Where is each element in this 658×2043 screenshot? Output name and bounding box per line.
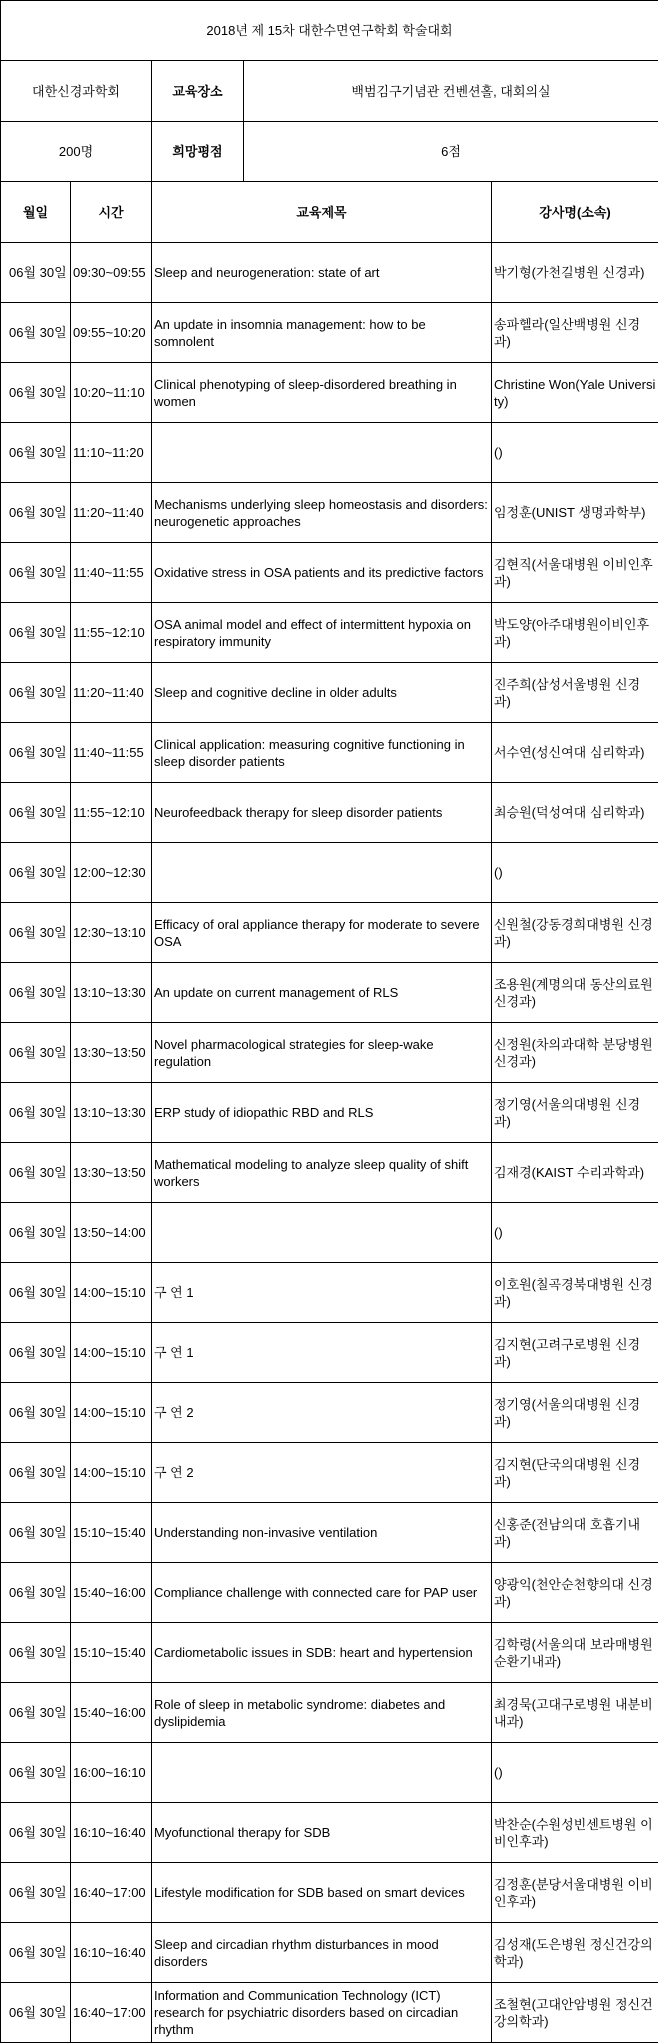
session-speaker: 최승원(덕성여대 심리학과) — [492, 783, 658, 843]
session-speaker: () — [492, 1203, 658, 1263]
venue: 백범김구기념관 컨벤션홀, 대회의실 — [244, 61, 658, 122]
session-date: 06월 30일 — [1, 603, 71, 663]
session-title: Compliance challenge with connected care for PAP user — [152, 1563, 492, 1623]
session-title: 구 연 1 — [152, 1323, 492, 1383]
session-title: Mechanisms underlying sleep homeostasis and disorders: neurogenetic approaches — [152, 483, 492, 543]
col-header-speaker: 강사명(소속) — [492, 182, 658, 243]
session-time: 10:20~11:10 — [71, 363, 152, 423]
capacity-row — [1, 122, 658, 182]
session-row — [1, 783, 658, 843]
session-time: 16:10~16:40 — [71, 1923, 152, 1983]
session-title: 구 연 1 — [152, 1263, 492, 1323]
session-speaker: 신정원(차의과대학 분당병원 신경과) — [492, 1023, 658, 1083]
session-date: 06월 30일 — [1, 243, 71, 303]
session-date: 06월 30일 — [1, 1743, 71, 1803]
session-date: 06월 30일 — [1, 303, 71, 363]
session-row — [1, 1203, 658, 1263]
session-title: ERP study of idiopathic RBD and RLS — [152, 1083, 492, 1143]
session-speaker: () — [492, 1743, 658, 1803]
session-time: 11:55~12:10 — [71, 783, 152, 843]
session-speaker: 박찬순(수원성빈센트병원 이비인후과) — [492, 1803, 658, 1863]
session-speaker: 김성재(도은병원 정신건강의학과) — [492, 1923, 658, 1983]
session-time: 15:10~15:40 — [71, 1503, 152, 1563]
session-row — [1, 903, 658, 963]
session-date: 06월 30일 — [1, 483, 71, 543]
session-speaker: 박기형(가천길병원 신경과) — [492, 243, 658, 303]
session-time: 09:30~09:55 — [71, 243, 152, 303]
session-date: 06월 30일 — [1, 963, 71, 1023]
session-title: Lifestyle modification for SDB based on smart devices — [152, 1863, 492, 1923]
venue-label: 교육장소 — [152, 61, 244, 122]
session-time: 13:30~13:50 — [71, 1143, 152, 1203]
session-time: 13:10~13:30 — [71, 1083, 152, 1143]
col-header-date: 월일 — [1, 182, 71, 243]
session-row — [1, 423, 658, 483]
session-date: 06월 30일 — [1, 1683, 71, 1743]
session-time: 15:40~16:00 — [71, 1683, 152, 1743]
session-row — [1, 663, 658, 723]
session-row — [1, 1323, 658, 1383]
session-speaker: 서수연(성신여대 심리학과) — [492, 723, 658, 783]
session-speaker: 양광익(천안순천향의대 신경과) — [492, 1563, 658, 1623]
session-row — [1, 1503, 658, 1563]
session-title: Sleep and circadian rhythm disturbances in mood disorders — [152, 1923, 492, 1983]
column-header-row — [1, 182, 658, 243]
session-row — [1, 1803, 658, 1863]
session-speaker: 최경묵(고대구로병원 내분비내과) — [492, 1683, 658, 1743]
session-date: 06월 30일 — [1, 1023, 71, 1083]
session-row — [1, 1023, 658, 1083]
points: 6점 — [244, 122, 658, 182]
session-date: 06월 30일 — [1, 1503, 71, 1563]
session-time: 11:20~11:40 — [71, 663, 152, 723]
session-title: Novel pharmacological strategies for sleep-wake regulation — [152, 1023, 492, 1083]
session-time: 13:10~13:30 — [71, 963, 152, 1023]
session-time: 16:00~16:10 — [71, 1743, 152, 1803]
session-time: 14:00~15:10 — [71, 1263, 152, 1323]
session-time: 14:00~15:10 — [71, 1443, 152, 1503]
session-time: 16:40~17:00 — [71, 1983, 152, 2043]
session-time: 11:55~12:10 — [71, 603, 152, 663]
session-row — [1, 483, 658, 543]
session-speaker: 이호원(칠곡경북대병원 신경과) — [492, 1263, 658, 1323]
session-row — [1, 1923, 658, 1983]
session-row — [1, 603, 658, 663]
session-date: 06월 30일 — [1, 1803, 71, 1863]
session-title — [152, 1203, 492, 1263]
session-title: Information and Communication Technology (ICT) research for psychiatric disorders based on circadian rhythm — [152, 1983, 492, 2043]
session-date: 06월 30일 — [1, 1323, 71, 1383]
event-title-row — [1, 1, 658, 61]
session-time: 11:20~11:40 — [71, 483, 152, 543]
session-title — [152, 843, 492, 903]
session-row — [1, 1443, 658, 1503]
session-date: 06월 30일 — [1, 1203, 71, 1263]
session-row — [1, 1743, 658, 1803]
session-date: 06월 30일 — [1, 843, 71, 903]
session-title: Oxidative stress in OSA patients and its predictive factors — [152, 543, 492, 603]
session-speaker: 김정훈(분당서울대병원 이비인후과) — [492, 1863, 658, 1923]
event-title: 2018년 제 15차 대한수면연구학회 학술대회 — [1, 1, 658, 61]
session-title: Myofunctional therapy for SDB — [152, 1803, 492, 1863]
col-header-time: 시간 — [71, 182, 152, 243]
session-speaker: 조철현(고대안암병원 정신건강의학과) — [492, 1983, 658, 2043]
session-row — [1, 843, 658, 903]
session-date: 06월 30일 — [1, 1863, 71, 1923]
session-speaker: 신원철(강동경희대병원 신경과) — [492, 903, 658, 963]
session-title: Clinical application: measuring cognitive functioning in sleep disorder patients — [152, 723, 492, 783]
session-date: 06월 30일 — [1, 363, 71, 423]
session-time: 16:10~16:40 — [71, 1803, 152, 1863]
session-time: 13:30~13:50 — [71, 1023, 152, 1083]
session-row — [1, 543, 658, 603]
session-date: 06월 30일 — [1, 1923, 71, 1983]
session-speaker: 신홍준(전남의대 호흡기내과) — [492, 1503, 658, 1563]
session-date: 06월 30일 — [1, 1563, 71, 1623]
session-row — [1, 963, 658, 1023]
session-title: Neurofeedback therapy for sleep disorder patients — [152, 783, 492, 843]
session-speaker: 김지현(단국의대병원 신경과) — [492, 1443, 658, 1503]
session-title: Mathematical modeling to analyze sleep quality of shift workers — [152, 1143, 492, 1203]
session-row — [1, 363, 658, 423]
session-row — [1, 1683, 658, 1743]
session-speaker: Christine Won(Yale University) — [492, 363, 658, 423]
session-time: 15:10~15:40 — [71, 1623, 152, 1683]
session-speaker: 송파헬라(일산백병원 신경과) — [492, 303, 658, 363]
session-row — [1, 303, 658, 363]
session-time: 15:40~16:00 — [71, 1563, 152, 1623]
session-date: 06월 30일 — [1, 1623, 71, 1683]
session-speaker: 정기영(서울의대병원 신경과) — [492, 1383, 658, 1443]
session-date: 06월 30일 — [1, 1383, 71, 1443]
session-date: 06월 30일 — [1, 1083, 71, 1143]
session-speaker: 박도양(아주대병원이비인후과) — [492, 603, 658, 663]
session-speaker: 김재경(KAIST 수리과학과) — [492, 1143, 658, 1203]
session-speaker: 김현직(서울대병원 이비인후과) — [492, 543, 658, 603]
session-time: 14:00~15:10 — [71, 1323, 152, 1383]
session-row — [1, 1563, 658, 1623]
session-title: Clinical phenotyping of sleep-disordered breathing in women — [152, 363, 492, 423]
session-date: 06월 30일 — [1, 1263, 71, 1323]
session-time: 11:40~11:55 — [71, 723, 152, 783]
session-row — [1, 1143, 658, 1203]
session-title: 구 연 2 — [152, 1443, 492, 1503]
venue-row — [1, 61, 658, 122]
session-date: 06월 30일 — [1, 783, 71, 843]
session-date: 06월 30일 — [1, 903, 71, 963]
session-date: 06월 30일 — [1, 1983, 71, 2043]
session-title: An update on current management of RLS — [152, 963, 492, 1023]
session-title: Role of sleep in metabolic syndrome: diabetes and dyslipidemia — [152, 1683, 492, 1743]
session-row — [1, 1383, 658, 1443]
session-time: 16:40~17:00 — [71, 1863, 152, 1923]
session-time: 11:10~11:20 — [71, 423, 152, 483]
session-title: OSA animal model and effect of intermittent hypoxia on respiratory immunity — [152, 603, 492, 663]
capacity: 200명 — [1, 122, 152, 182]
session-title: Efficacy of oral appliance therapy for moderate to severe OSA — [152, 903, 492, 963]
session-date: 06월 30일 — [1, 1443, 71, 1503]
session-time: 14:00~15:10 — [71, 1383, 152, 1443]
session-speaker: 김지현(고려구로병원 신경과) — [492, 1323, 658, 1383]
session-row — [1, 1263, 658, 1323]
session-speaker: () — [492, 423, 658, 483]
session-speaker: 정기영(서울의대병원 신경과) — [492, 1083, 658, 1143]
session-title: An update in insomnia management: how to be somnolent — [152, 303, 492, 363]
session-row — [1, 723, 658, 783]
session-row — [1, 1983, 658, 2043]
session-date: 06월 30일 — [1, 1143, 71, 1203]
session-speaker: 김학령(서울의대 보라매병원 순환기내과) — [492, 1623, 658, 1683]
session-title — [152, 1743, 492, 1803]
session-time: 12:30~13:10 — [71, 903, 152, 963]
session-date: 06월 30일 — [1, 723, 71, 783]
session-time: 13:50~14:00 — [71, 1203, 152, 1263]
session-speaker: 진주희(삼성서울병원 신경과) — [492, 663, 658, 723]
session-title: Understanding non-invasive ventilation — [152, 1503, 492, 1563]
session-title: Sleep and neurogeneration: state of art — [152, 243, 492, 303]
session-speaker: 조용원(계명의대 동산의료원 신경과) — [492, 963, 658, 1023]
session-time: 09:55~10:20 — [71, 303, 152, 363]
session-row — [1, 243, 658, 303]
organizer: 대한신경과학회 — [1, 61, 152, 122]
session-time: 11:40~11:55 — [71, 543, 152, 603]
session-speaker: () — [492, 843, 658, 903]
session-time: 12:00~12:30 — [71, 843, 152, 903]
points-label: 희망평점 — [152, 122, 244, 182]
session-title: Cardiometabolic issues in SDB: heart and hypertension — [152, 1623, 492, 1683]
session-row — [1, 1083, 658, 1143]
col-header-title: 교육제목 — [152, 182, 492, 243]
session-date: 06월 30일 — [1, 663, 71, 723]
session-row — [1, 1863, 658, 1923]
session-title: Sleep and cognitive decline in older adults — [152, 663, 492, 723]
session-row — [1, 1623, 658, 1683]
session-date: 06월 30일 — [1, 423, 71, 483]
session-title — [152, 423, 492, 483]
session-date: 06월 30일 — [1, 543, 71, 603]
session-speaker: 임정훈(UNIST 생명과학부) — [492, 483, 658, 543]
session-title: 구 연 2 — [152, 1383, 492, 1443]
